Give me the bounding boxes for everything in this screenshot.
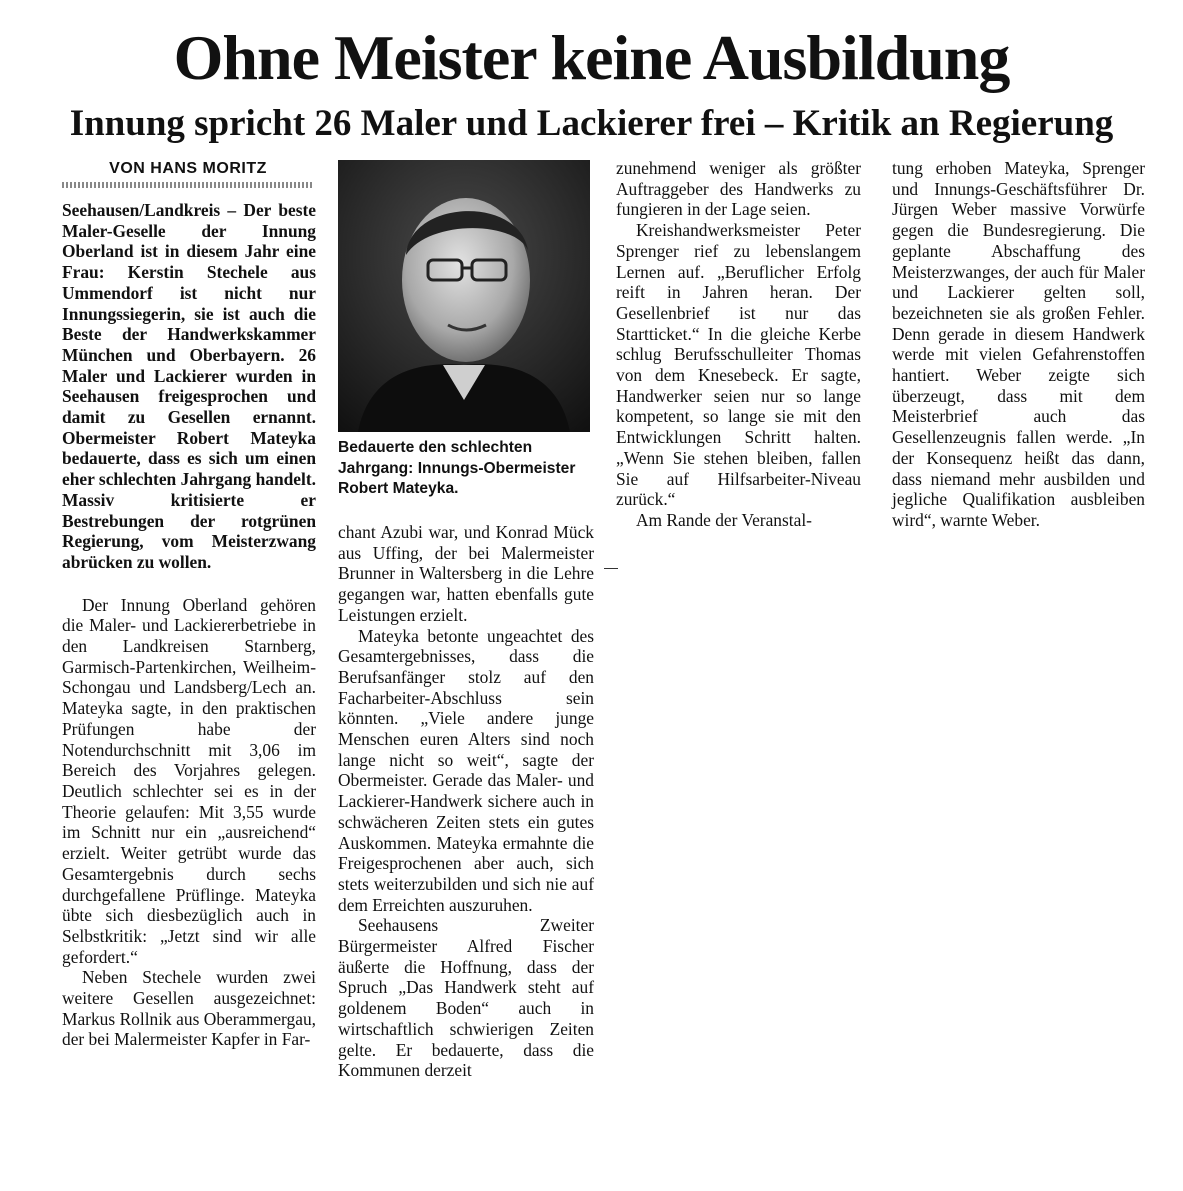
byline-rule — [62, 182, 314, 188]
lead-paragraph: Seehausen/Landkreis – Der beste Maler-Geselle der Innung Oberland ist in diesem Jahr eine Frau: Kerstin Stechele aus Ummendorf ist nicht nur Innungssiegerin, sie ist auch die Beste der Handwerkskammer München und Oberbayern. 26 Maler und Lackierer wurden in Seehausen freigesprochen und damit zu Gesellen ernannt. Obermeister Robert Mateyka bedauerte, dass es sich um einen eher schlechten Jahrgang handelt. Massiv kritisierte er Bestrebungen der rotgrünen Regierung, vom Meisterzwang abrücken zu wollen. — [62, 200, 316, 572]
byline: VON HANS MORITZ — [109, 160, 267, 177]
body-paragraph: Seehausens Zweiter Bürgermeister Alfred Fischer äußerte die Hoffnung, dass der Spruch „Das Handwerk steht auf goldenem Boden“ auch in wirtschaftlich schwierigen Zeiten gelte. Er bedauerte, dass die Kommunen derzeit — [338, 915, 594, 1081]
photo-caption: Bedauerte den schlechten Jahrgang: Innungs-Obermeister Robert Mateyka. — [338, 439, 576, 497]
body-paragraph: Mateyka betonte ungeachtet des Gesamtergebnisses, dass die Berufsanfänger stolz auf den Facharbeiter-Abschluss sein könnten. „Viele andere junge Menschen euren Alters sind noch lange nicht so weit“, sagte der Obermeister. Gerade das Maler- und Lackierer-Handwerk sichere auch in schwächeren Zeiten stets ein gutes Auskommen. Mateyka ermahnte die Freigesprochenen aber auch, sich stets weiterzubilden und sich nie auf dem Erreichten auszuruhen. — [338, 625, 594, 915]
article-column-1 — [62, 200, 316, 1050]
body-paragraph: Kreishandwerksmeister Peter Sprenger rief zu lebenslangem Lernen auf. „Beruflicher Erfolg reift in Jahren heran. Der Gesellenbrief ist nur das Startticket.“ In die gleiche Kerbe schlug Berufsschulleiter Thomas von dem Knesebeck. Er sagte, Handwerker seien nur so lange kompetent, so lange sie mit den Entwicklungen Schritt halten. „Wenn Sie stehen bleiben, fallen Sie auf Hilfsarbeiter-Niveau zurück.“ — [616, 220, 861, 510]
subheadline: Innung spricht 26 Maler und Lackierer frei – Kritik an Regierung — [69, 103, 1114, 144]
article-column-4 — [892, 158, 1145, 531]
body-paragraph: Am Rande der Veranstal- — [636, 509, 812, 530]
body-paragraph: Der Innung Oberland gehören die Maler- und Lackiererbetriebe in den Landkreisen Starnberg, Garmisch-Partenkirchen, Weilheim-Schongau und Landsberg/Lech an. Mateyka sagte, in den praktischen Prüfungen habe der Notendurchschnitt mit 3,06 im Bereich des Vorjahres gelegen. Deutlich schlechter sei es in der Theorie gelaufen: Mit 3,55 wurde im Schnitt nur ein „ausreichend“ erzielt. Weiter getrübt wurde das Gesamtergebnis durch sechs durchgefallene Prüflinge. Mateyka übte sich diesbezüglich auch in Selbstkritik: „Jetzt sind wir alle gefordert.“ — [62, 594, 316, 967]
body-paragraph: zunehmend weniger als größter Auftraggeber des Handwerks zu fungieren in der Lage seien. — [616, 158, 861, 220]
portrait-photo — [338, 160, 590, 432]
article-column-2 — [338, 522, 594, 1081]
body-paragraph: tung erhoben Mateyka, Sprenger und Innungs-Geschäftsführer Dr. Jürgen Weber massive Vorwürfe gegen die Bundesregierung. Die geplante Abschaffung des Meisterzwanges, der auch für Maler und Lackierer gelten soll, bezeichneten sie als großen Fehler. Denn gerade in diesem Handwerk werde mit vielen Gefahrenstoffen hantiert. Weber zeigte sich überzeugt, dass mit dem Meisterbrief auch das Gesellenzeugnis fallen werde. „In der Konsequenz heißt das dann, dass niemand mehr ausbilden und jegliche Qualifikation ausbleiben wird“, warnte Weber. — [892, 158, 1145, 530]
body-paragraph: chant Azubi war, und Konrad Mück aus Uffing, der bei Malermeister Brunner in Waltersberg in die Lehre gegangen war, hatten ebenfalls gute Leistungen erzielt. — [338, 522, 594, 625]
portrait-image — [338, 160, 590, 432]
column-divider — [604, 568, 618, 569]
headline: Ohne Meister keine Ausbildung — [173, 22, 1010, 93]
body-paragraph: Neben Stechele wurden zwei weitere Gesellen ausgezeichnet: Markus Rollnik aus Oberammergau, der bei Malermeister Kapfer in Far- — [62, 967, 316, 1050]
article-column-3 — [616, 158, 861, 531]
